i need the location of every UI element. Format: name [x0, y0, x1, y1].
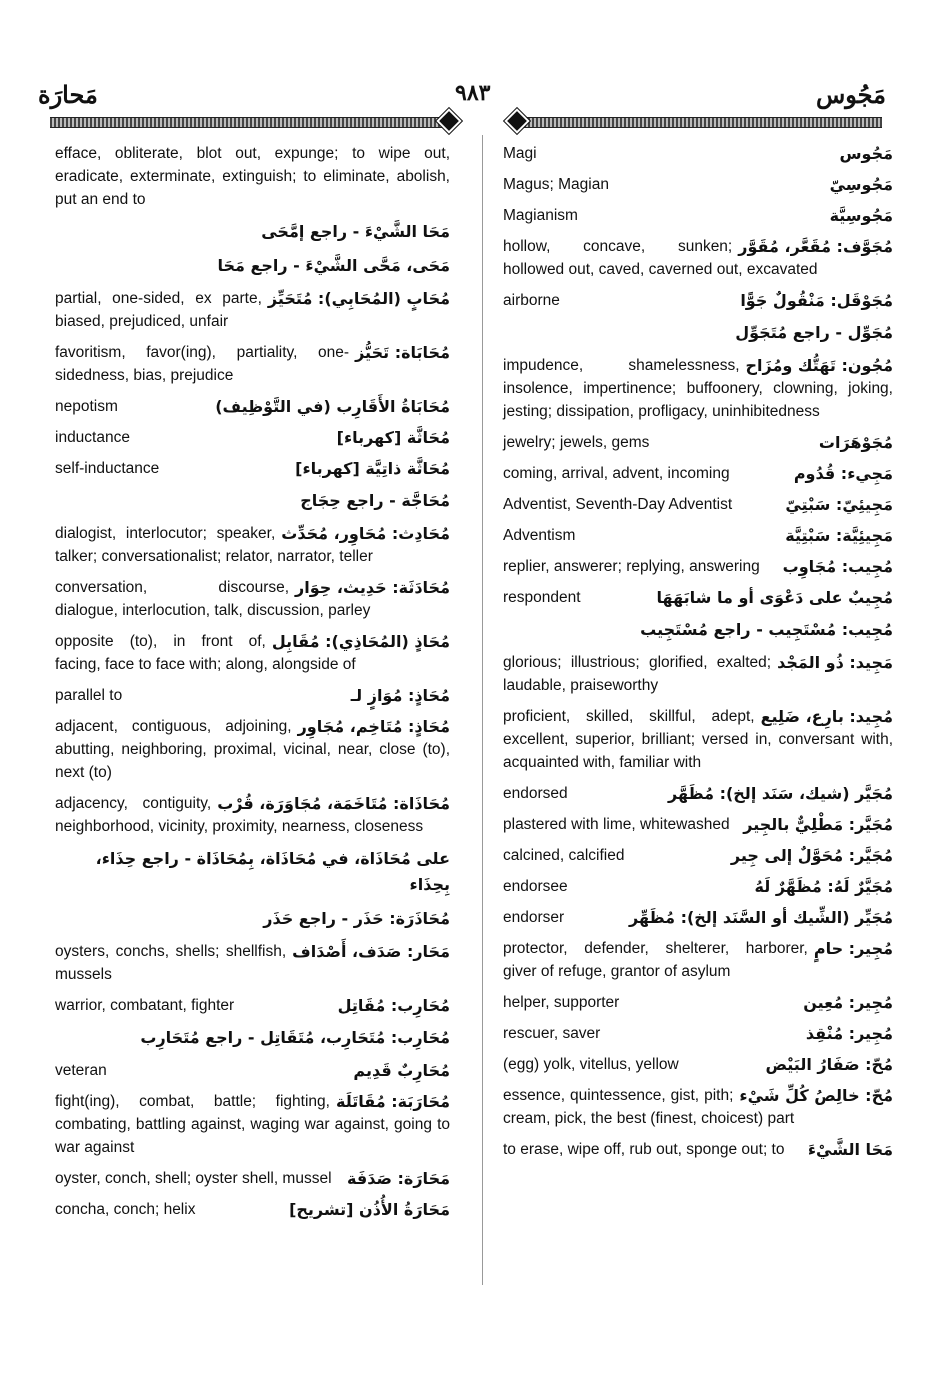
- english-definition: inductance: [55, 429, 130, 446]
- dictionary-entry: [55, 395, 450, 418]
- column-divider: [482, 135, 483, 1285]
- english-definition: oysters, conchs, shells; shellfish, mussels: [55, 943, 287, 983]
- arabic-headword: مُجَيَّر: مَطْلِيٌّ بالجِير: [743, 815, 893, 834]
- arabic-headword: مُحَاذٍ: مُتَاخِم، مُجَاوِر: [297, 717, 450, 736]
- english-definition: Magianism: [503, 207, 578, 224]
- english-definition: self-inductance: [55, 460, 160, 477]
- arabic-headword: مَجُوسِيّ: [829, 175, 893, 194]
- right-column: [503, 142, 893, 1169]
- english-definition: concha, conch; helix: [55, 1201, 196, 1218]
- arabic-headword: مَحَار: صَدَف، أَصْدَاف: [292, 942, 450, 961]
- english-definition: warrior, combatant, fighter: [55, 997, 235, 1014]
- arabic-headword: مُجَوْقَل: مَنْقُولٌ جَوًّا: [740, 291, 893, 310]
- dictionary-entry: [55, 630, 450, 676]
- arabic-headword: مَجُوسِيَّة: [829, 206, 893, 225]
- dictionary-entry: [55, 684, 450, 707]
- arabic-headword: مُحَابَاة: تَحَيُّز: [355, 343, 450, 362]
- dictionary-entry: [503, 431, 893, 454]
- english-definition: impudence, shamelessness, insolence, impertinence; buffoonery, clowning, joking, jesting; dissipation, profligacy, uninhibitedness: [503, 357, 893, 420]
- dictionary-entry: [55, 488, 450, 514]
- arabic-headword: مُجَيَّر (شيك، سَنَد إلخ): مُظَهَّر: [667, 784, 893, 803]
- english-definition: respondent: [503, 589, 581, 606]
- dictionary-entry: [55, 1059, 450, 1082]
- arabic-headword: مَحَا الشَّيْءَ: [807, 1140, 893, 1159]
- page-number: ٩٨٣: [455, 80, 491, 106]
- arabic-headword: مَجِيد: ذُو المَجْد: [777, 653, 893, 672]
- arabic-headword: مُجِير: حامٍ: [813, 939, 893, 958]
- arabic-headword: مُجَيَّرٌ لَهُ: مُظَهَّرٌ لَهُ: [754, 877, 893, 896]
- english-definition: conversation, discourse, dialogue, interlocution, talk, discussion, parley: [55, 579, 371, 619]
- dictionary-entry: [55, 906, 450, 932]
- english-definition: parallel to: [55, 687, 123, 704]
- dictionary-entry: [55, 457, 450, 480]
- arabic-cross-reference: مُجِيب: مُسْتَجِيب - راجع مُسْتَجِيب: [640, 620, 893, 639]
- arabic-headword: مَجِيئِيّ: سَبْتِيّ: [785, 495, 893, 514]
- english-definition: veteran: [55, 1062, 107, 1079]
- dictionary-entry: [503, 493, 893, 516]
- english-definition: plastered with lime, whitewashed: [503, 816, 730, 833]
- dictionary-entry: [503, 289, 893, 312]
- dictionary-entry: [503, 586, 893, 609]
- dictionary-entry: [503, 906, 893, 929]
- english-definition: partial, one-sided, ex parte, biased, prejudiced, unfair: [55, 290, 262, 330]
- arabic-headword: مُجِيب: مُجَاوِب: [782, 557, 893, 576]
- english-definition: protector, defender, shelterer, harborer, giver of refuge, grantor of asylum: [503, 940, 808, 980]
- english-definition: (egg) yolk, vitellus, yellow: [503, 1056, 679, 1073]
- arabic-cross-reference: مُحَاجَّة - راجع حِجَاج: [300, 491, 450, 510]
- english-definition: jewelry; jewels, gems: [503, 434, 650, 451]
- arabic-headword: مُحَادَثَة: حَدِيث، حِوَار: [295, 578, 450, 597]
- diamond-ornament-icon: [504, 108, 529, 133]
- dictionary-entry: [503, 555, 893, 578]
- english-definition: Magi: [503, 145, 537, 162]
- header-rule-right: [512, 117, 882, 128]
- dictionary-entry: [503, 462, 893, 485]
- dictionary-entry: [503, 354, 893, 423]
- english-definition: proficient, skilled, skillful, adept, excellent, superior, brilliant; versed in, conversant with, acquainted with, familiar with: [503, 708, 893, 771]
- english-definition: airborne: [503, 292, 560, 309]
- english-definition: nepotism: [55, 398, 118, 415]
- arabic-headword: مُحَارِبٌ قَدِيم: [353, 1061, 450, 1080]
- diamond-ornament-icon: [436, 108, 461, 133]
- arabic-headword: مُحَاذٍ (المُحَاذِي): مُقَابِل: [271, 632, 450, 651]
- english-definition: rescuer, saver: [503, 1025, 601, 1042]
- english-definition: Magus; Magian: [503, 176, 609, 193]
- header-rule-left: [50, 117, 448, 128]
- dictionary-entry: [503, 1022, 893, 1045]
- dictionary-entry: [55, 522, 450, 568]
- english-definition: oyster, conch, shell; oyster shell, mussel: [55, 1170, 332, 1187]
- english-definition: Adventist, Seventh-Day Adventist: [503, 496, 733, 513]
- dictionary-entry: [55, 1090, 450, 1159]
- arabic-headword: مُحّ: خالِصُ كُلِّ شَيْء: [739, 1086, 893, 1105]
- arabic-headword: مُجِيد: بارِع، ضَلِيع: [760, 707, 893, 726]
- english-definition: Adventism: [503, 527, 576, 544]
- dictionary-entry: [503, 991, 893, 1014]
- english-definition: replier, answerer; replying, answering: [503, 558, 760, 575]
- arabic-headword: مَحَارَة: صَدَفَة: [347, 1169, 450, 1188]
- english-definition: calcined, calcified: [503, 847, 625, 864]
- dictionary-entry: [503, 1053, 893, 1076]
- arabic-headword: مُحَابٍ (المُحَابِي): مُتَحَيِّز: [267, 289, 450, 308]
- dictionary-entry: [55, 576, 450, 622]
- arabic-headword: مُحَابَاةُ الأَقَارِب (في التَّوْظِيف): [215, 397, 450, 416]
- arabic-headword: مُحّ: صَفَارُ البَيْض: [765, 1055, 893, 1074]
- dictionary-entry: [503, 705, 893, 774]
- arabic-cross-reference: مَحَى، مَحَّى الشَّيْءَ - راجع مَحَا: [217, 256, 450, 275]
- dictionary-entry: [55, 994, 450, 1017]
- dictionary-entry: [55, 253, 450, 279]
- arabic-headword: مُجِير: مُعِين: [803, 993, 893, 1012]
- english-definition: helper, supporter: [503, 994, 620, 1011]
- arabic-headword: مُجَيِّر (الشِّيك أو السَّنَد إلخ): مُظَهِّر: [628, 908, 893, 927]
- english-definition: opposite (to), in front of, facing, face to face with; along, alongside of: [55, 633, 356, 673]
- arabic-headword: مُجَيَّر: مُحَوَّلٌ إلى جِير: [730, 846, 893, 865]
- english-definition: dialogist, interlocutor; speaker, talker; conversationalist; relator, narrator, teller: [55, 525, 373, 565]
- dictionary-entry: [503, 142, 893, 165]
- arabic-cross-reference: مُحَاذَرَة: حَذَر - راجع حَذَر: [263, 909, 450, 928]
- dictionary-entry: [503, 1138, 893, 1161]
- arabic-headword: مُحَاثَّة [كهرباء]: [336, 428, 450, 447]
- dictionary-entry: [503, 204, 893, 227]
- dictionary-entry: [503, 813, 893, 836]
- arabic-headword: مُجِيبٌ على دَعْوَى أو ما شابَهَهَا: [656, 588, 893, 607]
- dictionary-entry: [55, 1025, 450, 1051]
- arabic-headword: مُحَارَبَة: مُقَاتَلَة: [335, 1092, 450, 1111]
- english-definition: adjacent, contiguous, adjoining, abutting, neighboring, proximal, vicinal, near, close (to), next (to): [55, 718, 450, 781]
- english-definition: hollow, concave, sunken; hollowed out, caved, caverned out, excavated: [503, 238, 818, 278]
- dictionary-entry: [55, 792, 450, 838]
- arabic-headword: مَجُوس: [839, 144, 893, 163]
- arabic-headword: مُحَادِث: مُحَاوِر، مُحَدِّث: [281, 524, 450, 543]
- dictionary-entry: [55, 1198, 450, 1221]
- arabic-cross-reference: مُجَوِّل - راجع مُتَجَوِّل: [735, 323, 893, 342]
- dictionary-entry: [55, 341, 450, 387]
- arabic-headword: مُحَاذَاة: مُتَاخَمَة، مُجَاوَرَة، قُرْب: [217, 794, 450, 813]
- arabic-headword: مُجَوْهَرَات: [818, 433, 893, 452]
- arabic-headword: مُجَوَّف: مُقَعَّر، مُقَوَّر: [738, 237, 893, 256]
- english-definition: favoritism, favor(ing), partiality, one-sidedness, bias, prejudice: [55, 344, 350, 384]
- dictionary-entry: [55, 142, 450, 211]
- dictionary-entry: [55, 940, 450, 986]
- dictionary-entry: [55, 219, 450, 245]
- dictionary-entry: [503, 320, 893, 346]
- arabic-headword: مُحَاثَّة ذاتِيَّة [كهرباء]: [295, 459, 450, 478]
- english-definition: adjacency, contiguity, neighborhood, vicinity, proximity, nearness, closeness: [55, 795, 424, 835]
- dictionary-entry: [503, 617, 893, 643]
- dictionary-entry: [503, 651, 893, 697]
- dictionary-entry: [503, 844, 893, 867]
- english-definition: endorser: [503, 909, 565, 926]
- arabic-headword: مُجِير: مُنْقِذ: [805, 1024, 893, 1043]
- dictionary-entry: [503, 782, 893, 805]
- header-left-word: مَحارَة: [38, 80, 98, 109]
- arabic-headword: مَحَارَةُ الأُذُن [تشريح]: [289, 1200, 450, 1219]
- arabic-cross-reference: مَحَا الشَّيْءَ - راجع إمَّحَى: [261, 222, 450, 241]
- arabic-headword: مُحَارِب: مُقَاتِل: [337, 996, 450, 1015]
- dictionary-entry: [55, 715, 450, 784]
- left-column: [55, 142, 450, 1229]
- dictionary-entry: [503, 173, 893, 196]
- dictionary-entry: [503, 1084, 893, 1130]
- header-right-word: مَجُوس: [815, 80, 886, 109]
- dictionary-entry: [503, 235, 893, 281]
- dictionary-entry: [55, 846, 450, 898]
- english-definition: fight(ing), combat, battle; fighting, combating, battling against, waging war against, going to war against: [55, 1093, 450, 1156]
- english-definition: coming, arrival, advent, incoming: [503, 465, 730, 482]
- arabic-headword: مَجِيء: قُدُوم: [793, 464, 893, 483]
- arabic-cross-reference: مُحَارِب: مُتَحَارِب، مُتَقَاتِل - راجع مُتَحَارِب: [140, 1028, 450, 1047]
- dictionary-entry: [55, 287, 450, 333]
- arabic-cross-reference: على مُحَاذَاة، في مُحَاذَاة، بِمُحَاذَاة - راجع حِذَاء، بِحِذَاء: [95, 849, 450, 894]
- arabic-headword: مُحَاذٍ: مُوَازٍ لـ: [350, 686, 450, 705]
- dictionary-entry: [503, 524, 893, 547]
- dictionary-entry: [503, 875, 893, 898]
- dictionary-entry: [55, 426, 450, 449]
- arabic-headword: مَجِيئِيَّة: سَبْتِيَّة: [785, 526, 893, 545]
- english-definition: efface, obliterate, blot out, expunge; to wipe out, eradicate, exterminate, extinguish; to eliminate, abolish, put an end to: [55, 145, 450, 208]
- english-definition: endorsee: [503, 878, 568, 895]
- dictionary-entry: [55, 1167, 450, 1190]
- english-definition: essence, quintessence, gist, pith; cream, pick, the best (finest, choicest) part: [503, 1087, 795, 1127]
- english-definition: glorious; illustrious; glorified, exalted; laudable, praiseworthy: [503, 654, 772, 694]
- english-definition: endorsed: [503, 785, 568, 802]
- arabic-headword: مُجُون: تَهَتُّك ومُزَاح: [745, 356, 893, 375]
- english-definition: to erase, wipe off, rub out, sponge out; to: [503, 1141, 785, 1158]
- dictionary-entry: [503, 937, 893, 983]
